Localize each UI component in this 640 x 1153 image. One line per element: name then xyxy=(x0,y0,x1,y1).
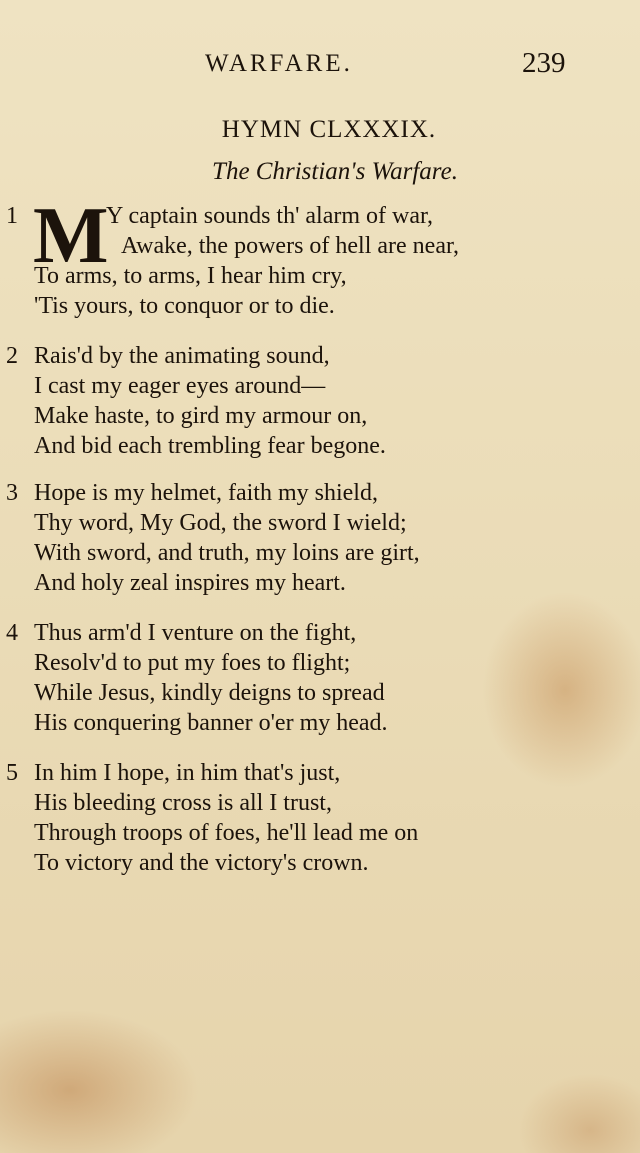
stanza-number: 1 xyxy=(6,203,18,229)
stanza-number: 5 xyxy=(6,760,18,786)
verse-line: With sword, and truth, my loins are girt, xyxy=(34,540,420,566)
verse-line: In him I hope, in him that's just, xyxy=(34,760,341,786)
verse-line: Hope is my helmet, faith my shield, xyxy=(34,480,378,506)
verse-line: His bleeding cross is all I trust, xyxy=(34,790,332,816)
verse-line: To victory and the victory's crown. xyxy=(34,850,369,876)
stanza-number: 3 xyxy=(6,480,18,506)
running-head: WARFARE. xyxy=(205,50,353,77)
verse-line: Through troops of foes, he'll lead me on xyxy=(34,820,419,846)
verse-line: Awake, the powers of hell are near, xyxy=(121,233,460,259)
verse-line: His conquering banner o'er my head. xyxy=(34,710,388,736)
verse-line: Make haste, to gird my armour on, xyxy=(34,403,368,429)
verse-line: While Jesus, kindly deigns to spread xyxy=(34,680,385,706)
page-number: 239 xyxy=(522,47,566,79)
verse-line: Thy word, My God, the sword I wield; xyxy=(34,510,407,536)
hymn-title: The Christian's Warfare. xyxy=(212,158,458,185)
verse-line: Y captain sounds th' alarm of war, xyxy=(106,203,434,229)
verse-line: 'Tis yours, to conquor or to die. xyxy=(34,293,335,319)
verse-line: Resolv'd to put my foes to flight; xyxy=(34,650,351,676)
stanza-number: 2 xyxy=(6,343,18,369)
verse-line: And bid each trembling fear begone. xyxy=(34,433,386,459)
verse-line: And holy zeal inspires my heart. xyxy=(34,570,346,596)
hymn-number: HYMN CLXXXIX. xyxy=(221,116,437,143)
verse-line: To arms, to arms, I hear him cry, xyxy=(34,263,347,289)
stanza-number: 4 xyxy=(6,620,18,646)
drop-cap: M xyxy=(33,192,109,280)
verse-line: Thus arm'd I venture on the fight, xyxy=(34,620,357,646)
verse-line: I cast my eager eyes around— xyxy=(34,373,326,399)
verse-line: Rais'd by the animating sound, xyxy=(34,343,330,369)
